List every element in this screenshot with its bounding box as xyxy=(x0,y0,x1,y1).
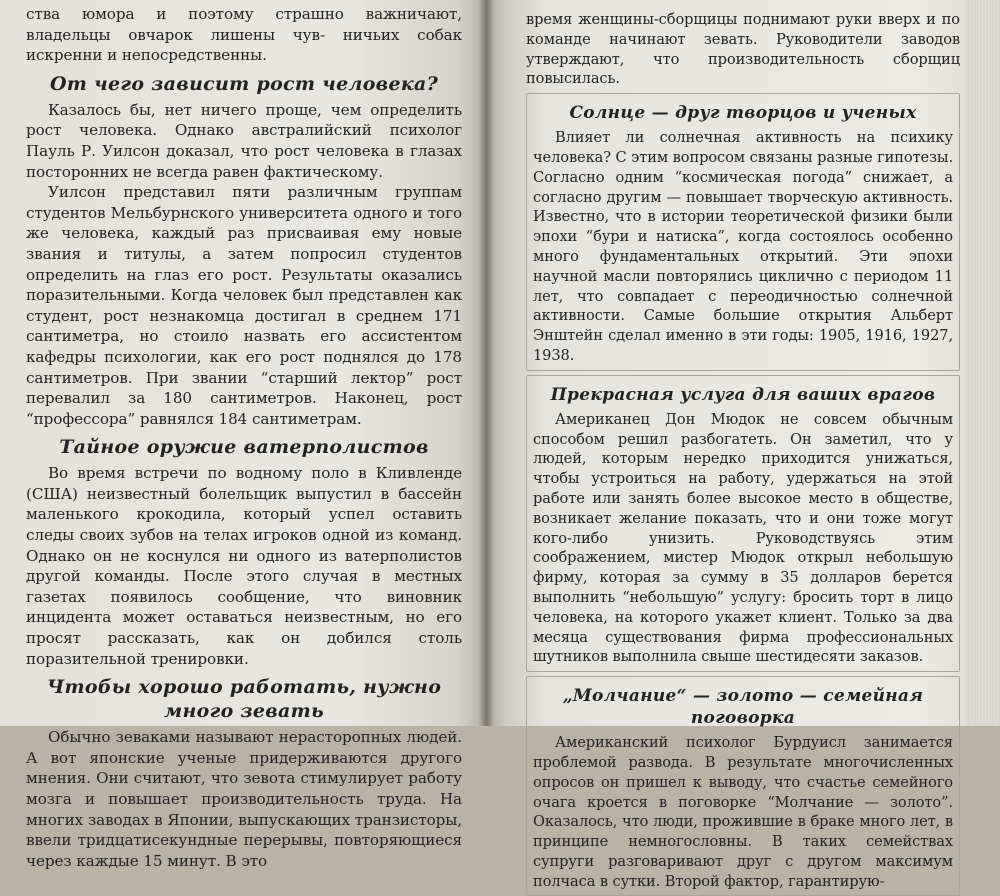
book-gutter-shadow xyxy=(478,0,494,726)
right-page xyxy=(486,0,1000,890)
left-heading-waterpolo: Тайное оружие ватерполистов xyxy=(59,436,429,459)
left-intro-text: ства юмора и поэтому страшно важничают, владельцы овчарок лишены чув- ничьих собак искренни и непосредственны. xyxy=(26,5,462,65)
page-edge xyxy=(966,0,1000,726)
right-heading-sun: Солнце — друг творцов и ученых xyxy=(569,103,917,124)
left-heading-height: От чего зависит рост человека? xyxy=(49,72,439,95)
left-heading-yawning: Чтобы хорошо работать, нужно много зевать xyxy=(46,676,442,723)
left-paragraph: Уилсон представил пяти различным группам студентов Мельбурнского университета одного и того же человека, каждый раз присваивая ему новые звания и титулы, а затем попросил студентов определить на глаз его рост. Результаты оказались поразительными. Когда человек был представлен как студент, рост незнакомца достигал в среднем 171 сантиметра, но стоило назвать его ассистентом кафедры психологии, как его рост поднялся до 178 сантиметров. При звании “старший лектор” рост перевалил за 180 сантиметров. Наконец, рост “профессора” равнялся 184 сантиметрам. xyxy=(26,183,462,428)
right-heading-silence: „Молчание“ — золото — семейная поговорка xyxy=(562,686,924,729)
left-page xyxy=(0,0,486,870)
article-box-service xyxy=(526,375,960,672)
left-paragraph: Казалось бы, нет ничего проще, чем определить рост человека. Однако австралийский психолог Пауль Р. Уилсон доказал, что рост человека в глазах посторонних не всегда равен фактическому. xyxy=(26,100,462,181)
article-box-silence xyxy=(526,676,960,896)
right-paragraph: Американец Дон Мюдок не совсем обычным способом решил разбогатеть. Он заметил, что у людей, которым нередко приходится унижаться, чтобы устроиться на работу, удержаться на этой работе или занять более высокое место в обществе, возникает желание показать, что и они тоже могут кого-либо унизить. Руководствуясь этим соображением, мистер Мюдок открыл небольшую фирму, которая за сумму в 35 долларов берется выполнить “небольшую” услугу: бросить торт в лицо человека, на которого укажет клиент. Только за два месяца существования фирма профессиональных шутников выполнила свыше шестидесяти заказов. xyxy=(533,410,953,666)
article-box-sun xyxy=(526,93,960,371)
right-paragraph: Американский психолог Бурдуисл занимается проблемой развода. В результате многочисленных опросов он пришел к выводу, что счастье семейного очага кроется в поговорке “Молчание — золото”. Оказалось, что люди, прожившие в браке много лет, в принципе немногословны. В таких семействах супруги разговаривают друг с другом максимум полчаса в сутки. Второй фактор, гарантирую- xyxy=(533,734,953,890)
left-paragraph: Обычно зеваками называют нерасторопных людей. А вот японские ученые придерживаются другого мнения. Они считают, что зевота стимулирует работу мозга и повышает производительность труда. На многих заводах в Японии, выпускающих транзисторы, ввели тридцатисекундные перерывы, повторяющиеся через каждые 15 минут. В это xyxy=(26,728,462,870)
left-paragraph: Во время встречи по водному поло в Кливленде (США) неизвестный болельщик выпустил в бассейн маленького крокодила, который успел оставить следы своих зубов на телах игроков одной из команд. Однако он не коснулся ни одного из ватерполистов другой команды. После этого случая в местных газетах появилось сообщение, что виновник инцидента может оставаться неизвестным, но его просят рассказать, как он добился столь поразительной тренировки. xyxy=(26,464,462,668)
right-intro-text: время женщины-сборщицы поднимают руки вверх и по команде начинают зевать. Руководители заводов утверждают, что производительность сборщиц повысилась. xyxy=(526,11,960,88)
right-paragraph: Влияет ли солнечная активность на психику человека? С этим вопросом связаны разные гипотезы. Согласно одним “космическая погода” снижает, а согласно другим — повышает творческую активность. Известно, что в истории теоретической физики были эпохи “бури и натиска”, когда состоялось особенно много фундаментальных открытий. Эти эпохи научной масли повторялись циклично с периодом 11 лет, что совпадает с переодичностью солнечной активности. Самые большие открытия Альберт Энштейн сделал именно в эти годы: 1905, 1916, 1927, 1938. xyxy=(533,129,953,364)
right-heading-service: Прекрасная услуга для ваших врагов xyxy=(550,384,936,405)
